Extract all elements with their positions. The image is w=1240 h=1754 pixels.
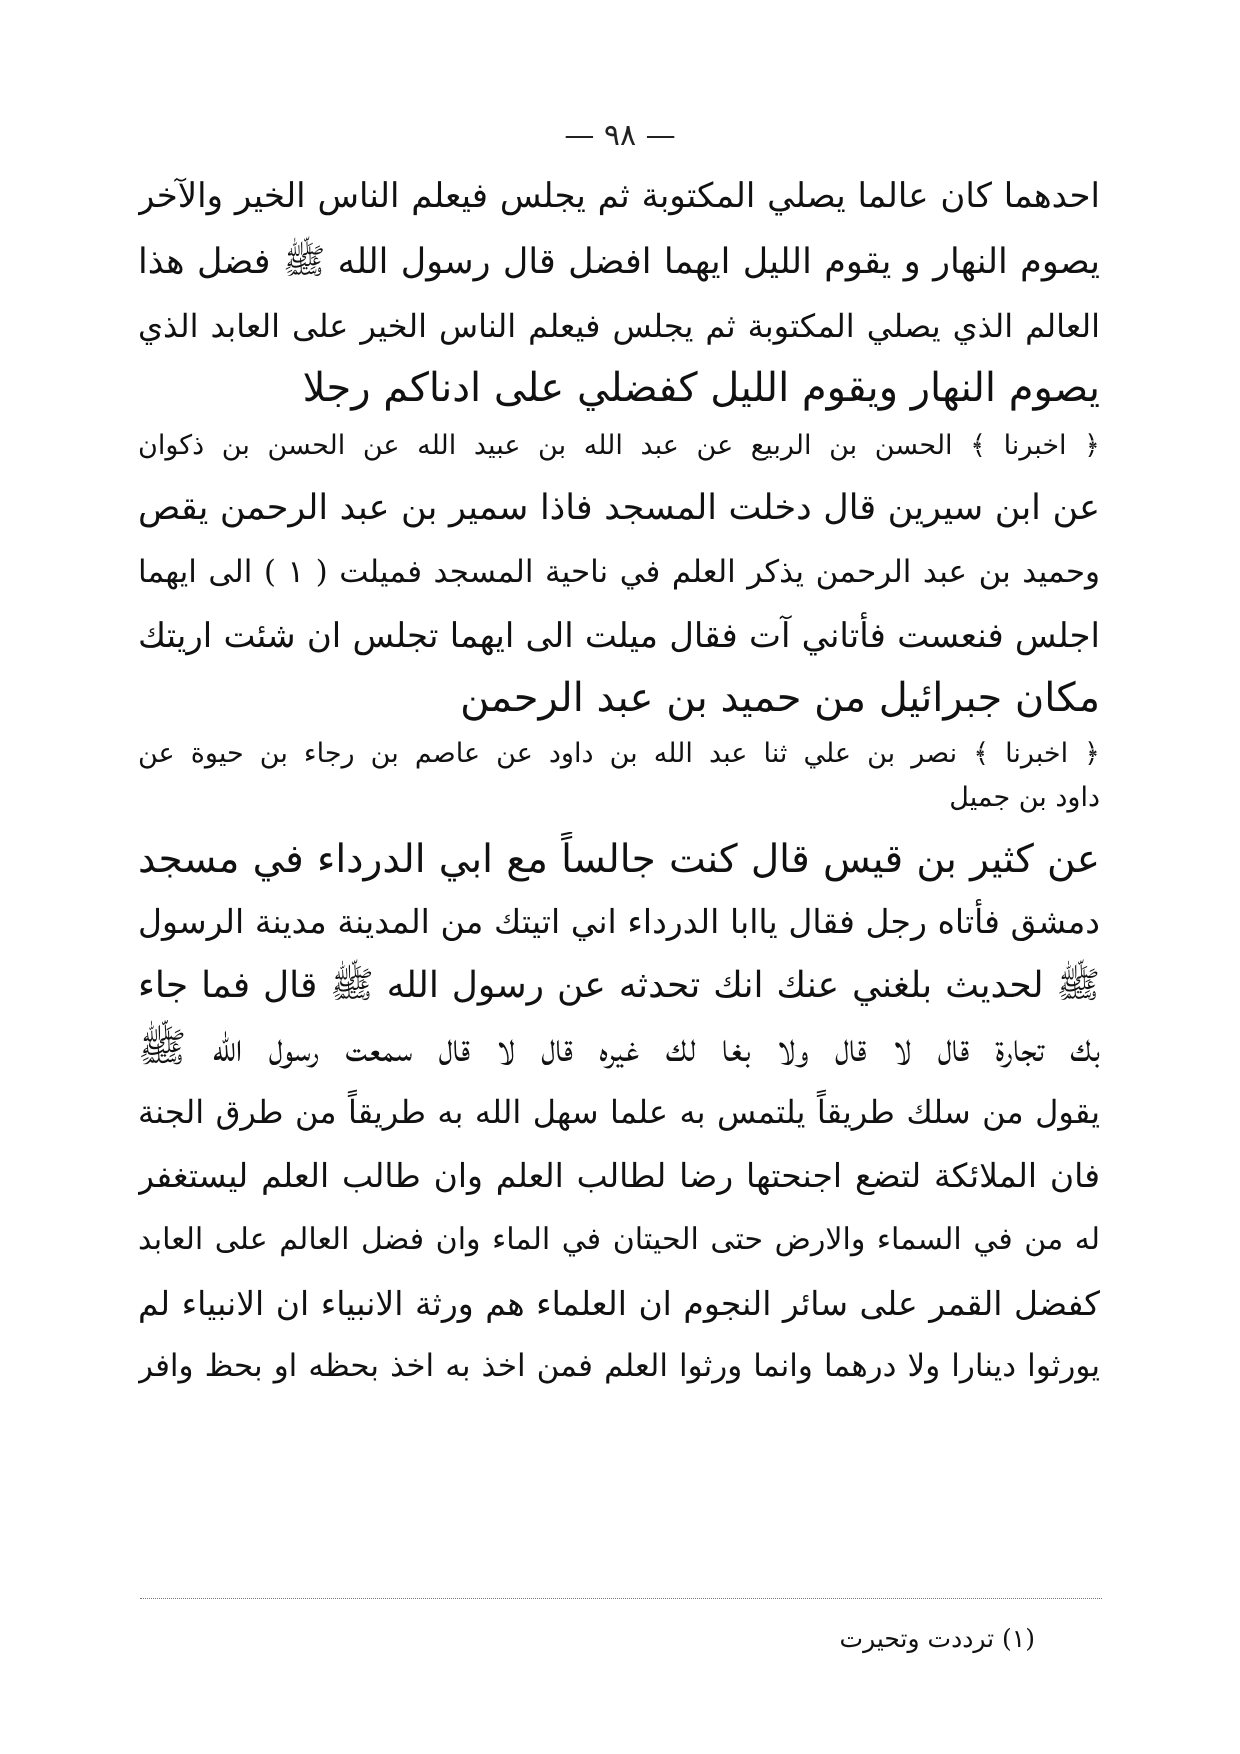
text-line: يصوم النهار و يقوم الليل ايهما افضل قال رسول الله ﷺ فضل هذا [138, 242, 1100, 282]
text-line: داود بن جميل [949, 782, 1100, 813]
text-line: اجلس فنعست فأتاني آت فقال ميلت الى ايهما تجلس ان شئت اريتك [138, 616, 1100, 656]
footnote-rule [140, 1598, 1102, 1599]
text-line: يورثوا دينارا ولا درهما وانما ورثوا العلم فمن اخذ به اخذ بحظه او بحظ وافر [138, 1348, 1100, 1384]
text-line: له من في السماء والارض حتى الحيتان في الماء وان فضل العالم على العابد [138, 1222, 1100, 1257]
text-line: مكان جبرائيل من حميد بن عبد الرحمن [460, 675, 1100, 721]
text-line: ﴿ اخبرنا ﴾ الحسن بن الربيع عن عبد الله بن عبيد الله عن الحسن بن ذكوان [138, 430, 1100, 461]
text-line: بك تجارة قال لا قال ولا بغا لك غيره قال لا قال سمعت رسول الله ﷺ [138, 1025, 1100, 1071]
text-line: العالم الذي يصلي المكتوبة ثم يجلس فيعلم الناس الخير على العابد الذي [138, 307, 1100, 345]
text-line: كفضل القمر على سائر النجوم ان العلماء هم ورثة الانبياء ان الانبياء لم [138, 1284, 1100, 1323]
text-line: ﴿ اخبرنا ﴾ نصر بن علي ثنا عبد الله بن داود عن عاصم بن رجاء بن حيوة عن [138, 738, 1100, 769]
text-line: يقول من سلك طريقاً يلتمس به علما سهل الله به طريقاً من طرق الجنة [138, 1093, 1100, 1131]
text-line: يصوم النهار ويقوم الليل كفضلي على ادناكم رجلا [302, 365, 1100, 411]
text-line: ﷺ لحديث بلغني عنك انك تحدثه عن رسول الله ﷺ قال فما جاء [138, 965, 1100, 1006]
text-line: عن كثير بن قيس قال كنت جالساً مع ابي الدرداء في مسجد [138, 837, 1100, 882]
text-line: وحميد بن عبد الرحمن يذكر العلم في ناحية المسجد فميلت ( ١ ) الى ايهما [138, 554, 1100, 590]
footnote: (١) ترددت وتحيرت [839, 1624, 1035, 1653]
page-number: — ٩٨ — [564, 118, 676, 153]
text-line: فان الملائكة لتضع اجنحتها رضا لطالب العلم وان طالب العلم ليستغفر [138, 1156, 1100, 1195]
text-line: دمشق فأتاه رجل فقال ياابا الدرداء اني اتيتك من المدينة مدينة الرسول [138, 902, 1100, 941]
text-line: احدهما كان عالما يصلي المكتوبة ثم يجلس فيعلم الناس الخير والآخر [138, 176, 1100, 216]
text-line: عن ابن سيرين قال دخلت المسجد فاذا سمير بن عبد الرحمن يقص [138, 488, 1100, 528]
